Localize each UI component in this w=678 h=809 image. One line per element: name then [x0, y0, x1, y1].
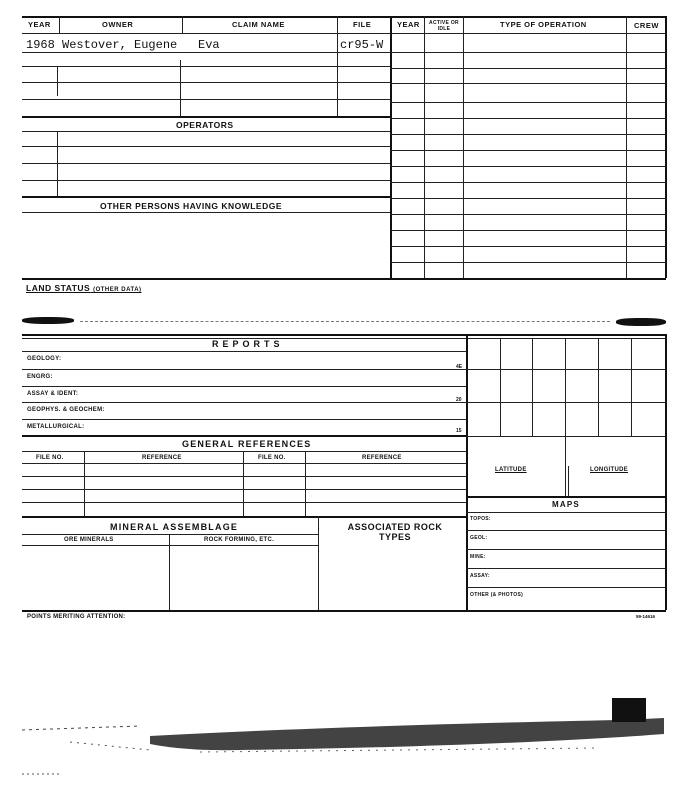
col-header-file: FILE	[353, 20, 372, 29]
col-header-type-of-operation: TYPE OF OPERATION	[500, 20, 587, 29]
other-persons-heading: OTHER PERSONS HAVING KNOWLEDGE	[100, 201, 283, 211]
form-number: 59-14616	[636, 614, 656, 619]
points-meriting-attention-label: POINTS MERITING ATTENTION:	[27, 614, 126, 620]
operators-heading: OPERATORS	[176, 120, 234, 130]
report-num-metallurgical: 15	[456, 428, 462, 434]
ref-col-file-no-2: FILE NO.	[258, 455, 286, 461]
report-label-geology: GEOLOGY:	[27, 356, 62, 362]
maps-row-mine: MINE:	[470, 554, 486, 560]
ref-col-reference-2: REFERENCE	[362, 455, 402, 461]
ref-col-file-no: FILE NO.	[36, 455, 64, 461]
report-label-engrg: ENGRG:	[27, 374, 53, 380]
col-header-crew: CREW	[634, 21, 659, 30]
longitude-label: LONGITUDE	[590, 467, 629, 473]
maps-row-assay: ASSAY:	[470, 573, 490, 579]
scan-noise	[0, 690, 678, 800]
col-header-owner: OWNER	[102, 20, 134, 29]
ink-smudge-left	[22, 317, 74, 324]
col-header-claim-name: CLAIM NAME	[232, 20, 285, 29]
col-header-year-2: YEAR	[397, 20, 420, 29]
report-label-metallurgical: METALLURGICAL:	[27, 424, 85, 430]
mineral-assemblage-heading: MINERAL ASSEMBLAGE	[110, 522, 239, 532]
entry-file: cr95-W	[340, 38, 384, 52]
rock-forming-label: ROCK FORMING, ETC.	[204, 537, 275, 543]
maps-row-topos: TOPOS:	[470, 516, 491, 522]
maps-row-geol: GEOL:	[470, 535, 488, 541]
ink-smudge-right	[616, 318, 666, 326]
col-header-active-idle: ACTIVE OR IDLE	[429, 20, 459, 32]
general-references-heading: GENERAL REFERENCES	[182, 439, 312, 449]
maps-heading: MAPS	[552, 500, 580, 509]
associated-rock-types-heading: ASSOCIATED ROCK TYPES	[347, 522, 443, 542]
entry-claim-name: Eva	[198, 38, 220, 52]
latitude-label: LATITUDE	[495, 467, 527, 473]
ref-col-reference: REFERENCE	[142, 455, 182, 461]
reports-heading: REPORTS	[212, 339, 284, 349]
report-num-assay: 20	[456, 397, 462, 403]
entry-owner: Westover, Eugene	[62, 38, 178, 52]
entry-year: 1968	[26, 38, 55, 52]
report-num-geology: 4E	[456, 364, 463, 370]
ore-minerals-label: ORE MINERALS	[64, 537, 114, 543]
report-label-assay: ASSAY & IDENT:	[27, 391, 79, 397]
report-label-geophys: GEOPHYS. & GEOCHEM:	[27, 407, 105, 413]
land-status-heading: LAND STATUS (OTHER DATA)	[26, 283, 142, 293]
maps-row-other: OTHER (& PHOTOS)	[470, 592, 524, 598]
col-header-year: YEAR	[28, 20, 51, 29]
